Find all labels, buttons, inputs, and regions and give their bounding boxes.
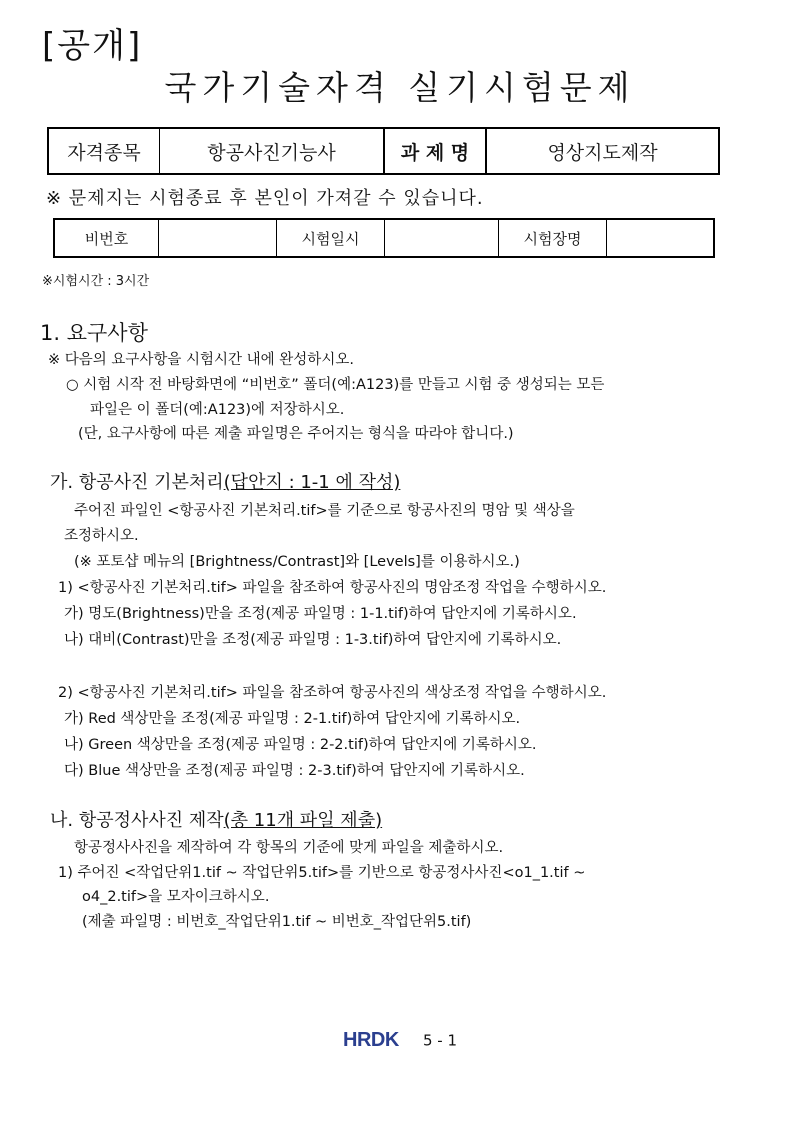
page-title: 국가기술자격 실기시험문제: [164, 68, 636, 107]
exam-info-table: [53, 218, 715, 258]
public-tag: [공개]: [42, 26, 143, 66]
page-number: 5 - 1: [422, 1031, 458, 1050]
section-ga-line: (※ 포토샵 메뉴의 [Brightness/Contrast]와 [Levels]를 이용하시오.): [74, 554, 520, 570]
exam-place-label: 시험장명: [499, 219, 607, 257]
hrdk-logo-text: HRDK: [342, 1029, 399, 1049]
section-na-line: 항공정사사진을 제작하여 각 항목의 기준에 맞게 파일을 제출하시오.: [74, 840, 504, 856]
requirement-line: 파일은 이 폴더(예:A123)에 저장하시오.: [90, 402, 345, 418]
section-na-heading-prefix: 나. 항공정사사진 제작: [50, 810, 224, 831]
exam-id-value[interactable]: [159, 219, 277, 257]
task-value: 영상지도제작: [486, 128, 719, 174]
exam-time: ※시험시간 : 3시간: [42, 274, 150, 289]
notice-text: ※ 문제지는 시험종료 후 본인이 가져갈 수 있습니다.: [46, 188, 484, 209]
section-ga-heading-note: (답안지 : 1-1 에 작성): [223, 472, 401, 493]
hrdk-logo: [343, 1029, 409, 1053]
requirement-line: (단, 요구사항에 따른 제출 파일명은 주어지는 형식을 따라야 합니다.): [78, 426, 514, 442]
section-na-heading-note: (총 11개 파일 제출): [223, 810, 383, 831]
section-na-line: (제출 파일명 : 비번호_작업단위1.tif ~ 비번호_작업단위5.tif): [82, 914, 472, 930]
task-label: 과 제 명: [384, 128, 486, 174]
section-ga-line: 가) 명도(Brightness)만을 조정(제공 파일명 : 1-1.tif)하여 답안지에 기록하시오.: [64, 606, 577, 622]
section-ga-line: 가) Red 색상만을 조정(제공 파일명 : 2-1.tif)하여 답안지에 기록하시오.: [64, 711, 521, 727]
section-ga-line: 조정하시오.: [64, 528, 139, 544]
requirement-line: ○ 시험 시작 전 바탕화면에 “비번호” 폴더(예:A123)를 만들고 시험 중 생성되는 모든: [66, 377, 605, 393]
requirement-line: ※ 다음의 요구사항을 시험시간 내에 완성하시오.: [48, 352, 354, 368]
exam-date-label: 시험일시: [277, 219, 385, 257]
subject-value: 항공사진기능사: [160, 128, 385, 174]
section-ga-line: 1) <항공사진 기본처리.tif> 파일을 참조하여 항공사진의 명암조정 작업을 수행하시오.: [58, 580, 607, 596]
page-footer: [0, 1029, 800, 1053]
exam-place-value[interactable]: [607, 219, 715, 257]
exam-id-label: 비번호: [54, 219, 159, 257]
section-na-line: 1) 주어진 <작업단위1.tif ~ 작업단위5.tif>를 기반으로 항공정사사진<o1_1.tif ~: [58, 865, 586, 881]
section-ga-line: 나) 대비(Contrast)만을 조정(제공 파일명 : 1-3.tif)하여 답안지에 기록하시오.: [64, 632, 562, 648]
section-na-line: o4_2.tif>을 모자이크하시오.: [82, 889, 270, 905]
section-na-heading: [50, 806, 382, 832]
subject-label: 자격종목: [48, 128, 160, 174]
hrdk-logo-icon: [343, 1029, 409, 1049]
section-ga-heading-prefix: 가. 항공사진 기본처리: [50, 472, 224, 493]
qualification-table: [47, 127, 720, 175]
section-ga-heading: [50, 468, 400, 494]
exam-date-value[interactable]: [385, 219, 499, 257]
section-ga-line: 나) Green 색상만을 조정(제공 파일명 : 2-2.tif)하여 답안지에 기록하시오.: [64, 737, 537, 753]
section-requirements-heading: 1. 요구사항: [40, 321, 148, 345]
section-ga-line: 2) <항공사진 기본처리.tif> 파일을 참조하여 항공사진의 색상조정 작업을 수행하시오.: [58, 685, 607, 701]
section-ga-line: 다) Blue 색상만을 조정(제공 파일명 : 2-3.tif)하여 답안지에 기록하시오.: [64, 763, 525, 779]
section-ga-line: 주어진 파일인 <항공사진 기본처리.tif>를 기준으로 항공사진의 명암 및 색상을: [74, 503, 575, 519]
